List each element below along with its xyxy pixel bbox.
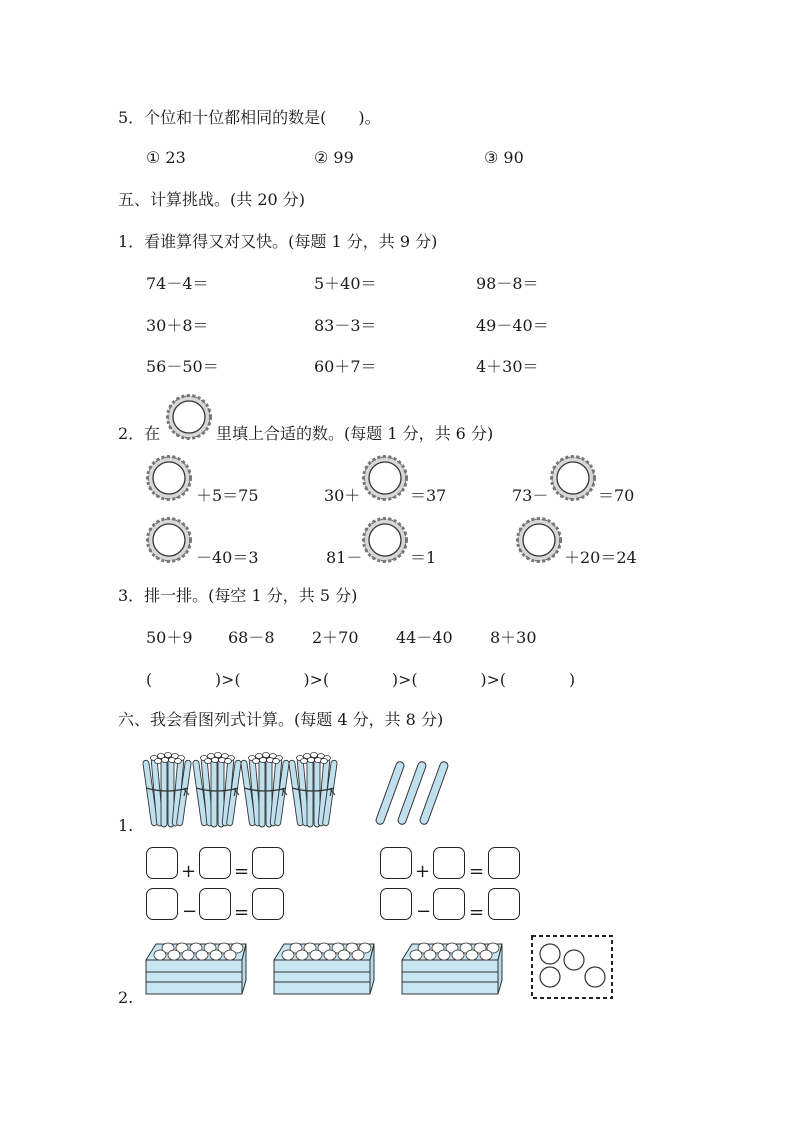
section5-p3-title: 3．排一排。(每空 1 分，共 5 分): [118, 586, 358, 605]
answer-box[interactable]: [199, 888, 231, 920]
answer-box[interactable]: [146, 847, 178, 879]
calc-r2-c1: 30＋8＝: [146, 316, 209, 335]
eq4-text: －40＝3: [196, 548, 259, 567]
sort-item-2: 68－8: [228, 628, 275, 647]
answer-box[interactable]: [433, 888, 465, 920]
eq3-left: 73－: [512, 486, 549, 505]
calc-r1-c2: 5＋40＝: [314, 274, 377, 293]
q5-option-2: ② 99: [314, 148, 354, 167]
ball-boxes-picture: [140, 930, 620, 1006]
section5-p2-suffix: 里填上合适的数。(每题 1 分，共 6 分): [216, 424, 494, 443]
section5-p2-prefix: 2．在: [118, 424, 161, 443]
fill-circle-6[interactable]: [516, 517, 562, 563]
eq1-text: ＋5＝75: [196, 486, 259, 505]
fill-circle-1[interactable]: [146, 455, 192, 501]
q5-stem: 5．个位和十位都相同的数是( )。: [118, 108, 381, 127]
answer-box[interactable]: [252, 888, 284, 920]
section6-title: 六、我会看图列式计算。(每题 4 分，共 8 分): [118, 710, 444, 729]
equals-sign: =: [234, 861, 250, 882]
answer-box[interactable]: [380, 847, 412, 879]
sort-item-3: 2＋70: [312, 628, 359, 647]
plus-sign: +: [415, 861, 431, 882]
answer-box[interactable]: [433, 847, 465, 879]
plus-sign: +: [181, 861, 197, 882]
calc-r2-c3: 49－40＝: [476, 316, 549, 335]
fill-circle-3[interactable]: [550, 455, 596, 501]
answer-box[interactable]: [146, 888, 178, 920]
minus-sign: −: [416, 901, 432, 922]
calc-r3-c3: 4＋30＝: [476, 357, 539, 376]
eq5-left: 81－: [326, 548, 363, 567]
minus-sign: −: [182, 901, 198, 922]
eq2-right: ＝37: [410, 486, 447, 505]
fill-circle-4[interactable]: [146, 517, 192, 563]
sort-item-4: 44－40: [396, 628, 453, 647]
eq6-text: ＋20＝24: [564, 548, 637, 567]
sort-item-1: 50＋9: [146, 628, 193, 647]
section5-title: 五、计算挑战。(共 20 分): [118, 190, 306, 209]
q5-option-3: ③ 90: [484, 148, 524, 167]
equals-sign: =: [234, 902, 250, 923]
eq2-left: 30＋: [324, 486, 361, 505]
q5-option-1: ① 23: [146, 148, 186, 167]
fill-circle-5[interactable]: [362, 517, 408, 563]
calc-r1-c3: 98－8＝: [476, 274, 539, 293]
flower-circle-icon: [166, 394, 212, 440]
section5-p1-title: 1．看谁算得又对又快。(每题 1 分，共 9 分): [118, 232, 438, 251]
calc-r3-c1: 56－50＝: [146, 357, 219, 376]
answer-box[interactable]: [488, 888, 520, 920]
answer-box[interactable]: [488, 847, 520, 879]
calc-r3-c2: 60＋7＝: [314, 357, 377, 376]
eq5-right: ＝1: [410, 548, 437, 567]
sort-item-5: 8＋30: [490, 628, 537, 647]
answer-box[interactable]: [380, 888, 412, 920]
section6-q2-label: 2.: [118, 988, 134, 1007]
sort-answer-blanks[interactable]: ( )>( )>( )>( )>( ): [146, 671, 576, 689]
sticks-picture: [140, 752, 480, 832]
calc-r1-c1: 74－4＝: [146, 274, 209, 293]
equals-sign: =: [469, 861, 485, 882]
answer-box[interactable]: [199, 847, 231, 879]
answer-box[interactable]: [252, 847, 284, 879]
section6-q1-label: 1.: [118, 816, 134, 835]
equals-sign: =: [469, 902, 485, 923]
eq3-right: ＝70: [598, 486, 635, 505]
calc-r2-c2: 83－3＝: [314, 316, 377, 335]
fill-circle-2[interactable]: [362, 455, 408, 501]
